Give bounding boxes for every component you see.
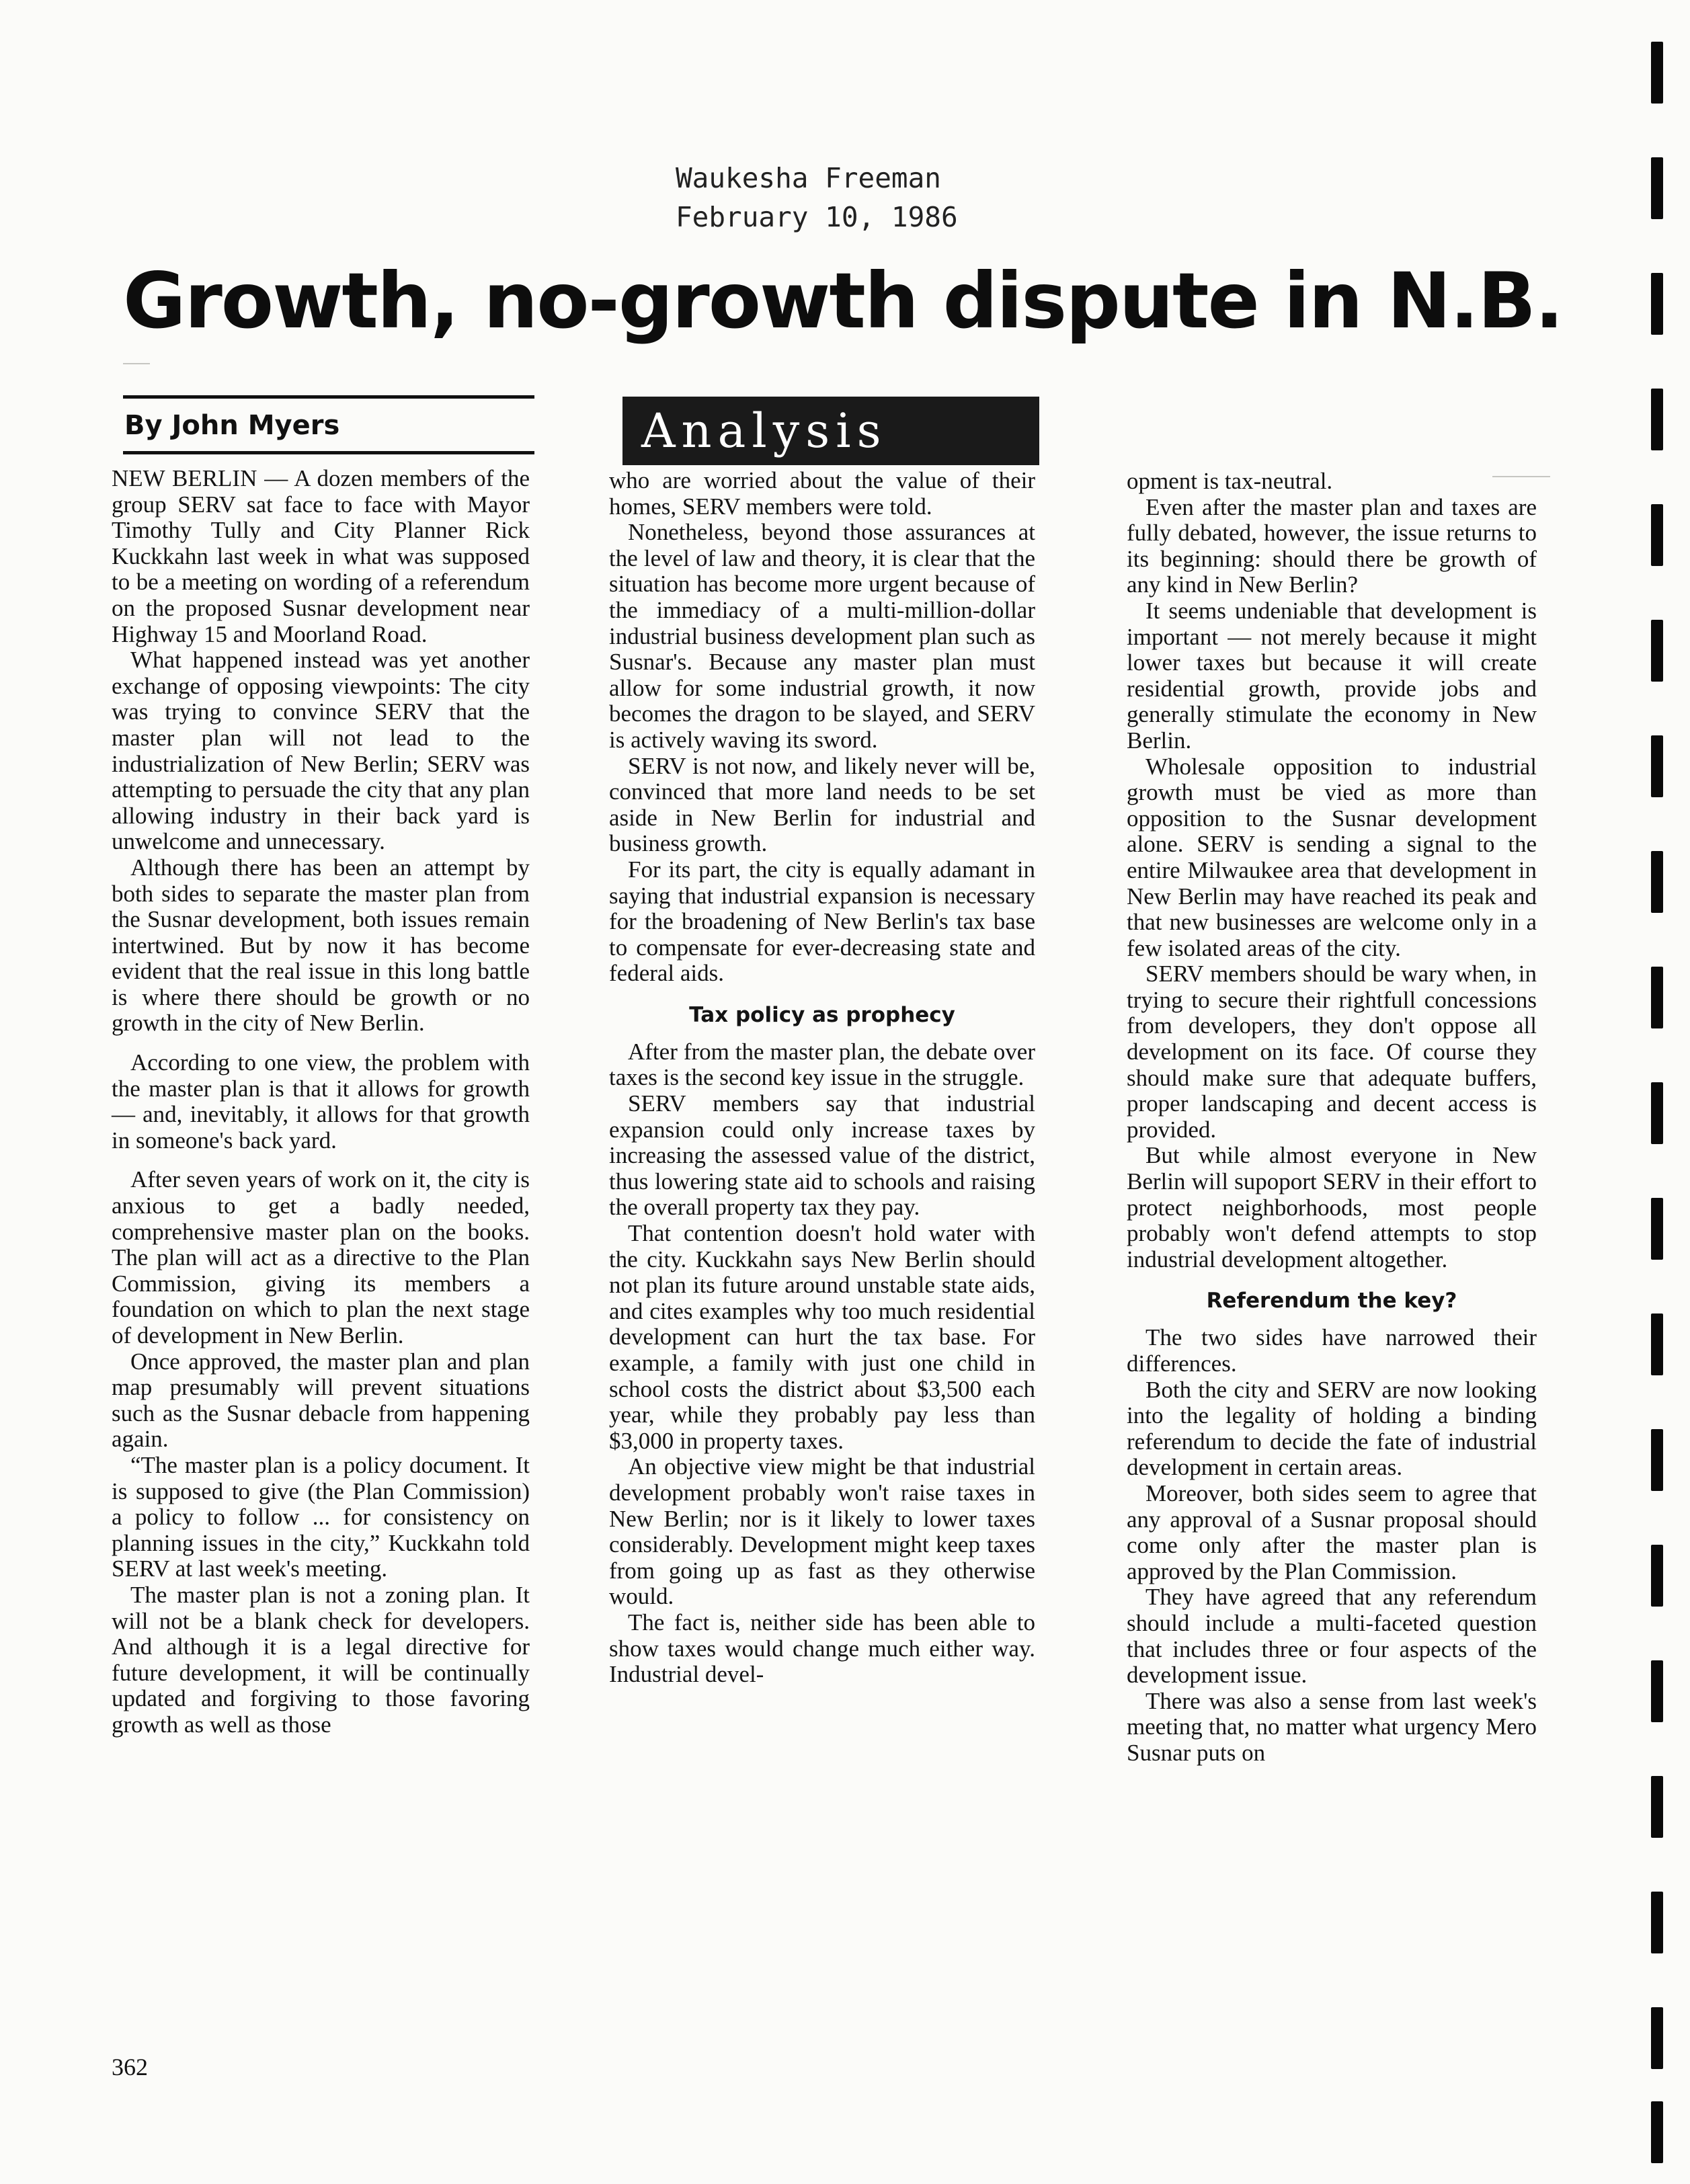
paragraph: After from the master plan, the debate over taxes is the second key issue in the struggle. [609, 1038, 1035, 1091]
publication-date: February 10, 1986 [676, 201, 958, 233]
article-column-3 [1127, 469, 1537, 1767]
binding-mark [1651, 967, 1663, 1028]
binding-mark [1651, 1892, 1663, 1953]
paragraph: Moreover, both sides seem to agree that any approval of a Susnar proposal should come only after the master plan is approved by the Plan Commission. [1127, 1480, 1537, 1584]
binding-marks [1651, 42, 1664, 2173]
paragraph: After seven years of work on it, the city is anxious to get a badly needed, comprehensive master plan on the books. The plan will act as a directive to the Plan Commission, giving its members a foundation on which to plan the next stage of development in New Berlin. [112, 1166, 530, 1348]
binding-mark [1651, 735, 1663, 797]
binding-mark [1651, 1198, 1663, 1260]
paragraph: Although there has been an attempt by both sides to separate the master plan from the Susnar development, both issues remain intertwined. But by now it has become evident that the real issue in this long battle is where there should be growth or no growth in the city of New Berlin. [112, 854, 530, 1037]
binding-mark [1651, 2007, 1663, 2069]
article-column-2 [609, 468, 1035, 1688]
binding-mark [1651, 1313, 1663, 1375]
paragraph: That contention doesn't hold water with the city. Kuckkahn says New Berlin should not plan its future around unstable state aids, and cites examples why too much residential development can hurt the tax base. For example, a family with just one child in school costs the district about $3,500 each year, while they probably pay less than $3,000 in property taxes. [609, 1220, 1035, 1454]
binding-mark [1651, 1776, 1663, 1838]
paragraph: SERV is not now, and likely never will be, convinced that more land needs to be set aside in New Berlin for industrial and business growth. [609, 752, 1035, 857]
publication-name: Waukesha Freeman [676, 162, 941, 194]
binding-mark [1651, 2101, 1663, 2163]
byline-box [123, 395, 534, 454]
paragraph: Once approved, the master plan and plan map presumably will prevent situations such as the Susnar debacle from happening again. [112, 1348, 530, 1453]
paragraph: They have agreed that any referendum should include a multi-faceted question that includes three or four aspects of the development issue. [1127, 1584, 1537, 1689]
binding-mark [1651, 273, 1663, 335]
analysis-label: Analysis [622, 397, 1039, 465]
binding-mark [1651, 504, 1663, 566]
source-citation [676, 159, 958, 237]
faint-rule [123, 363, 150, 364]
paragraph: There was also a sense from last week's meeting that, no matter what urgency Mero Susnar puts on [1127, 1687, 1537, 1766]
paragraph: SERV members say that industrial expansion could only increase taxes by increasing the assessed value of the district, thus lowering state aid to schools and raising the overall property tax they pay. [609, 1090, 1035, 1221]
paragraph: But while almost everyone in New Berlin will supoport SERV in their effort to protect neighborhoods, most people probably won't defend attempts to stop industrial development altogether. [1127, 1142, 1537, 1272]
page-number: 362 [112, 2054, 148, 2080]
paragraph: opment is tax-neutral. [1127, 468, 1333, 494]
paragraph: Even after the master plan and taxes are fully debated, however, the issue returns to its beginning: should there be growth of any kind in New Berlin? [1127, 493, 1537, 598]
paragraph: Nonetheless, beyond those assurances at the level of law and theory, it is clear that the situation has become more urgent because of the immediacy of a multi-million-dollar industrial business development plan such as Susnar's. Because any master plan must allow for some industrial growth, it now becomes the dragon to be slayed, and SERV is actively waving its sword. [609, 519, 1035, 753]
paragraph: SERV members should be wary when, in trying to secure their rightfull concessions from developers, they don't oppose all development on its face. Of course they should make sure that adequate buffers, proper landscaping and decent access is provided. [1127, 961, 1537, 1143]
binding-mark [1651, 1660, 1663, 1722]
binding-mark [1651, 1429, 1663, 1491]
article-column-1 [112, 466, 530, 1738]
binding-mark [1651, 1545, 1663, 1607]
paragraph: For its part, the city is equally adamant in saying that industrial expansion is necessary for the broadening of New Berlin's tax base to compensate for ever-decreasing state and federal aids. [609, 856, 1035, 987]
binding-mark [1651, 1082, 1663, 1144]
paragraph: NEW BERLIN — A dozen members of the group SERV sat face to face with Mayor Timothy Tully and City Planner Rick Kuckkahn last week in what was supposed to be a meeting on wording of a referendum on the proposed Susnar development near Highway 15 and Moorland Road. [112, 465, 530, 647]
paragraph: An objective view might be that industrial development probably won't raise taxes in New Berlin; nor is it likely to lower taxes considerably. Development might keep taxes from going up as fast as they otherwise would. [609, 1453, 1035, 1610]
paragraph: who are worried about the value of their homes, SERV members were told. [609, 467, 1035, 520]
subhead-referendum: Referendum the key? [1206, 1289, 1457, 1313]
binding-mark [1651, 620, 1663, 682]
paragraph: It seems undeniable that development is important — not merely because it might lower taxes but because it will create residential growth, provide jobs and generally stimulate the economy in New Berlin. [1127, 597, 1537, 754]
paragraph: What happened instead was yet another exchange of opposing viewpoints: The city was trying to convince SERV that the master plan will not lead to the industrialization of New Berlin; SERV was attempting to persuade the city that any plan allowing industry in their back yard is unwelcome and unnecessary. [112, 647, 530, 855]
binding-mark [1651, 42, 1663, 104]
headline: Growth, no-growth dispute in N.B. [123, 256, 1563, 346]
paragraph: According to one view, the problem with the master plan is that it allows for growth — and, inevitably, it allows for that growth in someone's back yard. [112, 1049, 530, 1154]
paragraph: Both the city and SERV are now looking into the legality of holding a binding referendum to decide the fate of industrial development in certain areas. [1127, 1376, 1537, 1481]
paragraph: Wholesale opposition to industrial growth must be vied as more than opposition to the Susnar development alone. SERV is sending a signal to the entire Milwaukee area that development in New Berlin may have reached its peak and that new businesses are welcome only in a few isolated areas of the city. [1127, 753, 1537, 961]
paragraph: The master plan is not a zoning plan. It will not be a blank check for developers. And although it is a legal directive for future development, it will be continually updated and forgiving to those favoring growth as well as those [112, 1581, 530, 1738]
paragraph: The fact is, neither side has been able to show taxes would change much either way. Industrial devel- [609, 1609, 1035, 1688]
binding-mark [1651, 389, 1663, 450]
subhead-tax-policy: Tax policy as prophecy [689, 1002, 955, 1027]
byline: By John Myers [124, 410, 340, 441]
paragraph: “The master plan is a policy document. It is supposed to give (the Plan Commission) a policy to follow ... for consistency on planning issues in the city,” Kuckkahn told SERV at last week's meeting. [112, 1451, 530, 1582]
paragraph: The two sides have narrowed their differences. [1127, 1324, 1537, 1377]
binding-mark [1651, 157, 1663, 219]
binding-mark [1651, 851, 1663, 913]
